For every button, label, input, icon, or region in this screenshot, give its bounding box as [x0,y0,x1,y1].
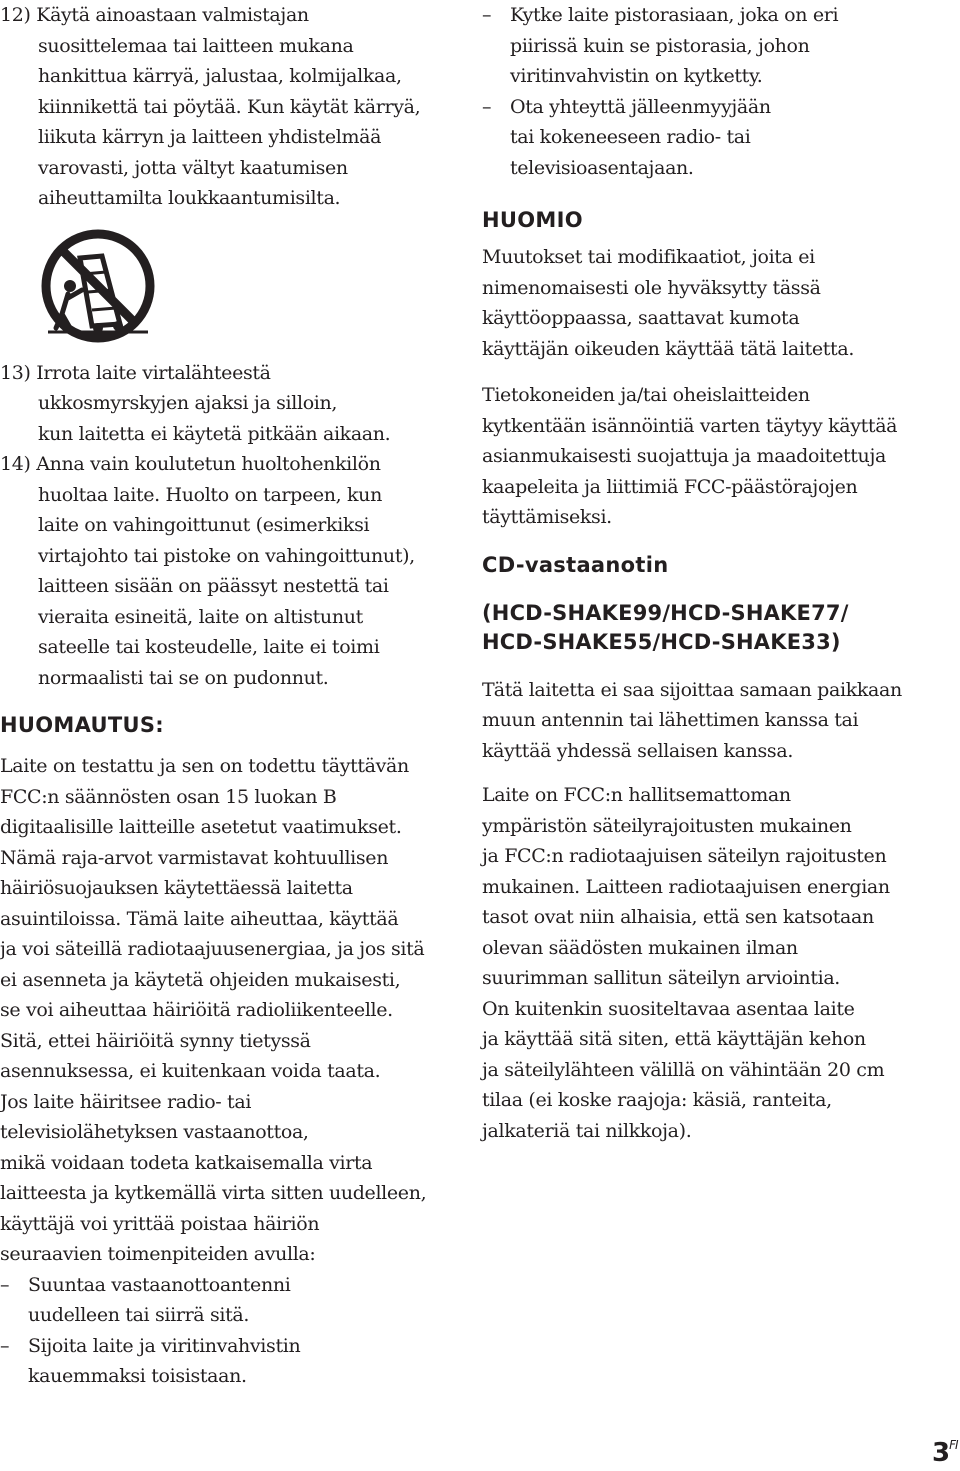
notice-text [0,751,450,1392]
item-12-line: suosittelemaa tai laitteen mukana [38,34,354,57]
right-dash-list [482,0,952,183]
item-14-line: 14) Anna vain koulutetun huoltohenkilön [0,453,381,475]
notice-line: asuintiloissa. Tämä laite aiheuttaa, käyttää [0,907,399,930]
item-12-line: kiinnikettä tai pöytää. Kun käytät kärryä, [38,95,421,118]
paragraph-line: jalkateriä tai nilkkoja). [482,1119,692,1142]
dash-marker: – [0,1273,10,1296]
paragraph-line: täyttämiseksi. [482,506,612,528]
paragraph-line: ja FCC:n radiotaajuisen säteilyn rajoitusten [482,845,887,867]
list-item [0,1331,450,1392]
paragraph-line: tilaa (ei koske raajoja: käsiä, ranteita, [482,1089,832,1111]
right-column [482,0,952,1146]
left-column [0,0,450,1392]
notice-line: ja voi säteillä radiotaajuusenergiaa, ja jos sitä [0,938,425,960]
item-14-line: huoltaa laite. Huolto on tarpeen, kun [38,483,382,506]
notice-line: Laite on testattu ja sen on todettu täyttävän [0,755,409,777]
item-14-line: sateelle tai kosteudelle, laite ei toimi [38,636,380,658]
list-item-line: kauemmaksi toisistaan. [28,1365,247,1387]
paragraph-line: Muutokset tai modifikaatiot, joita ei [482,246,815,268]
dash-marker: – [482,4,492,26]
notice-line: FCC:n säännösten osan 15 luokan B [0,785,337,808]
huomio-paragraph-1 [482,242,952,364]
page-number-value: 3 [932,1438,950,1468]
item-12-line: liikuta kärryn ja laitteen yhdistelmää [38,126,382,148]
item-13 [0,358,450,450]
item-14-line: laitteen sisään on päässyt nestettä tai [38,575,389,597]
huomio-heading: HUOMIO [482,208,583,232]
paragraph-line: asianmukaisesti suojattuja ja maadoitettuja [482,445,886,467]
paragraph-line: Laite on FCC:n hallitsemattoman [482,784,791,806]
item-12-line: varovasti, jotta vältyt kaatumisen [38,156,348,179]
paragraph-line: kytkentään isännöintiä varten täytyy käyttää [482,414,898,437]
page-language: FI [949,1438,958,1452]
list-item-line: uudelleen tai siirrä sitä. [28,1304,250,1326]
paragraph-line: olevan säädösten mukainen ilman [482,936,798,959]
paragraph-line: Tätä laitetta ei saa sijoittaa samaan paikkaan [482,678,902,701]
item-13-line: 13) Irrota laite virtalähteestä [0,361,271,384]
item-14-line: virtajohto tai pistoke on vahingoittunut), [38,544,415,567]
list-item-line: Suuntaa vastaanottoantenni [28,1273,291,1296]
model-heading-line: (HCD-SHAKE99/HCD-SHAKE77/ [482,600,849,625]
notice-line: ei asenneta ja käytetä ohjeiden mukaisesti, [0,968,401,991]
item-13-line: ukkosmyrskyjen ajaksi ja silloin, [38,392,338,414]
paragraph-line: muun antennin tai lähettimen kanssa tai [482,709,859,731]
cd-heading: CD-vastaanotin [482,552,669,577]
dash-marker: – [482,95,492,118]
model-heading [482,599,952,657]
item-12 [0,0,450,214]
paragraph-line: käyttäjän oikeuden käyttää tätä laitetta. [482,337,855,360]
item-14-line: normaalisti tai se on pudonnut. [38,666,329,689]
list-item-line: Ota yhteyttä jälleenmyyjään [510,95,771,118]
paragraph-line: tasot ovat niin alhaisia, että sen katsotaan [482,906,874,928]
list-item-line: Kytke laite pistorasiaan, joka on eri [510,4,839,26]
item-14 [0,449,450,693]
paragraph-line: ja säteilylähteen välillä on vähintään 20 cm [482,1058,885,1081]
notice-line: se voi aiheuttaa häiriöitä radioliikenteelle. [0,999,393,1021]
list-item-line: viritinvahvistin on kytketty. [510,65,763,87]
notice-line: mikä voidaan todeta katkaisemalla virta [0,1151,373,1174]
notice-line: digitaalisille laitteille asetetut vaatimukset. [0,816,402,838]
page-number [932,1438,958,1468]
notice-line: seuraavien toimenpiteiden avulla: [0,1243,316,1265]
paragraph-line: Tietokoneiden ja/tai oheislaitteiden [482,384,810,406]
list-item [482,0,952,92]
notice-line: Nämä raja-arvot varmistavat kohtuullisen [0,846,389,869]
cd-paragraph-2 [482,780,952,1146]
item-12-line: hankittua kärryä, jalustaa, kolmijalkaa, [38,65,402,87]
paragraph-line: suurimman sallitun säteilyn arviointia. [482,967,841,989]
cd-paragraph-1 [482,675,952,767]
notice-line: asennuksessa, ei kuitenkaan voida taata. [0,1060,381,1082]
list-item-line: televisioasentajaan. [510,156,694,179]
paragraph-line: käyttöoppaassa, saattavat kumota [482,307,800,329]
notice-line: Sitä, ettei häiriöitä synny tietyssä [0,1029,311,1052]
paragraph-line: ympäristön säteilyrajoitusten mukainen [482,814,852,837]
paragraph-line: ja käyttää sitä siten, että käyttäjän kehon [482,1028,866,1050]
model-heading-line: HCD-SHAKE55/HCD-SHAKE33) [482,629,841,654]
paragraph-line: On kuitenkin suositeltavaa asentaa laite [482,997,855,1020]
notice-line: Jos laite häiritsee radio- tai [0,1090,252,1113]
item-14-line: vieraita esineitä, laite on altistunut [38,605,363,628]
notice-line: häiriösuojauksen käytettäessä laitetta [0,877,353,899]
notice-heading: HUOMAUTUS: [0,713,164,737]
paragraph-line: kaapeleita ja liittimiä FCC-päästörajojen [482,475,858,498]
list-item [0,1270,450,1331]
list-item-line: piirissä kuin se pistorasia, johon [510,34,810,57]
paragraph-line: käyttää yhdessä sellaisen kanssa. [482,739,794,762]
notice-line: televisiolähetyksen vastaanottoa, [0,1121,309,1143]
notice-line: käyttäjä voi yrittää poistaa häiriön [0,1212,320,1235]
item-12-line: 12) Käytä ainoastaan valmistajan [0,4,309,26]
list-item-line: tai kokeneeseen radio- tai [510,126,751,148]
notice-line: laitteesta ja kytkemällä virta sitten uudelleen, [0,1182,427,1204]
list-item [482,92,952,184]
list-item-line: Sijoita laite ja viritinvahvistin [28,1334,301,1357]
dash-marker: – [0,1334,10,1357]
item-13-line: kun laitetta ei käytetä pitkään aikaan. [38,422,391,445]
paragraph-line: nimenomaisesti ole hyväksytty tässä [482,276,821,299]
huomio-paragraph-2 [482,380,952,533]
item-14-line: laite on vahingoittunut (esimerkiksi [38,514,370,536]
item-12-line: aiheuttamilta loukkaantumisilta. [38,187,341,209]
paragraph-line: mukainen. Laitteen radiotaajuisen energian [482,875,890,898]
cart-tipping-warning-icon [40,228,156,344]
